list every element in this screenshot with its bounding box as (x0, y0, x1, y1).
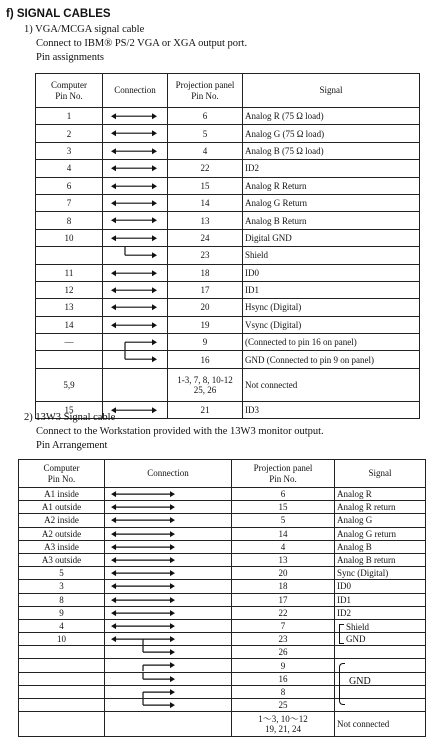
connection-cell (105, 712, 232, 736)
projection-pin-cell: 9 (232, 659, 335, 672)
projection-pin-cell: 14 (168, 194, 243, 211)
connection-cell (105, 540, 232, 553)
signal-cell: Analog B return (335, 553, 426, 566)
signal-cell: Analog G Return (243, 194, 420, 211)
connection-arrow-icon (105, 580, 231, 592)
signal-cell: Hsync (Digital) (243, 299, 420, 316)
computer-pin-cell (19, 672, 105, 685)
computer-pin-cell: 4 (19, 619, 105, 632)
computer-pin-cell: 10 (19, 633, 105, 646)
connection-arrow-icon (103, 143, 167, 159)
table-row (36, 299, 420, 316)
table-row (36, 334, 420, 351)
table-row (19, 488, 426, 501)
table-row (19, 712, 426, 736)
projection-pin-cell: 23 (168, 247, 243, 264)
signal-cell: ID2 (335, 606, 426, 619)
signal-cell: Analog B (335, 540, 426, 553)
signal-cell: Sync (Digital) (335, 567, 426, 580)
computer-pin-cell: 4 (36, 160, 103, 177)
signal-cell: GND (Connected to pin 9 on panel) (243, 351, 420, 368)
section-title: f) SIGNAL CABLES (6, 8, 111, 20)
connection-arrow-icon (103, 265, 167, 281)
projection-pin-cell: 17 (168, 281, 243, 298)
connection-cell (105, 553, 232, 566)
computer-pin-cell: 6 (36, 177, 103, 194)
computer-pin-cell: 15 (36, 401, 103, 418)
connection-cell (103, 247, 168, 264)
signal-cell: Analog R Return (243, 177, 420, 194)
connection-cell (103, 160, 168, 177)
signal-cell: Analog B Return (243, 212, 420, 229)
connection-cell (103, 125, 168, 142)
computer-pin-cell (19, 712, 105, 736)
signal-cell: ID3 (243, 401, 420, 418)
vga-pin-title: Pin assignments (36, 52, 104, 63)
connection-cell (105, 646, 232, 659)
connection-arrow-icon (105, 646, 231, 658)
connection-arrow-icon (103, 160, 167, 176)
computer-pin-cell: 12 (36, 281, 103, 298)
connection-arrow-icon (105, 620, 231, 632)
vga-header-signal: Signal (243, 74, 420, 108)
connection-arrow-icon (105, 488, 231, 500)
connection-cell (105, 501, 232, 514)
connection-arrow-icon (103, 334, 167, 350)
signal-cell: Analog R (75 Ω load) (243, 108, 420, 125)
table-row (19, 580, 426, 593)
signal-cell: Shield (243, 247, 420, 264)
projection-pin-cell: 6 (168, 108, 243, 125)
gnd-label: GND (349, 676, 371, 688)
signal-cell: Analog G (335, 514, 426, 527)
projection-pin-cell: 4 (168, 142, 243, 159)
computer-pin-cell (19, 699, 105, 712)
projection-pin-cell: 9 (168, 334, 243, 351)
table-row (19, 593, 426, 606)
connection-arrow-icon (103, 212, 167, 228)
projection-pin-cell: 13 (168, 212, 243, 229)
connection-arrow-icon (105, 673, 231, 685)
signal-cell: ID1 (243, 281, 420, 298)
projection-pin-cell: 13 (232, 553, 335, 566)
connection-arrow-icon (105, 528, 231, 540)
connection-cell (105, 685, 232, 698)
table-row (19, 646, 426, 659)
connection-cell (103, 194, 168, 211)
computer-pin-cell (36, 247, 103, 264)
connection-cell (103, 368, 168, 401)
vga-pin-table (35, 73, 420, 419)
projection-pin-cell: 8 (232, 685, 335, 698)
table-row (19, 685, 426, 698)
connection-arrow-icon (105, 541, 231, 553)
connection-arrow-icon (105, 659, 231, 671)
shield-label: Shield (346, 621, 370, 632)
connection-arrow-icon (105, 501, 231, 513)
connection-cell (103, 177, 168, 194)
signal-cell: Analog B (75 Ω load) (243, 142, 420, 159)
projection-pin-cell: 6 (232, 488, 335, 501)
connection-arrow-icon (103, 317, 167, 333)
computer-pin-cell: 2 (36, 125, 103, 142)
projection-pin-cell: 16 (168, 351, 243, 368)
computer-pin-cell: A3 outside (19, 553, 105, 566)
computer-pin-cell: A1 outside (19, 501, 105, 514)
computer-pin-cell: A2 inside (19, 514, 105, 527)
table-row (36, 316, 420, 333)
table-row (19, 527, 426, 540)
connection-cell (105, 580, 232, 593)
computer-pin-cell: 8 (19, 593, 105, 606)
signal-cell (335, 619, 426, 644)
w13-pin-title: Pin Arrangement (36, 440, 108, 451)
signal-cell: Digital GND (243, 229, 420, 246)
computer-pin-cell: 5 (19, 567, 105, 580)
projection-pin-cell: 21 (168, 401, 243, 418)
connection-arrow-icon (103, 247, 167, 263)
connection-cell (103, 334, 168, 351)
signal-cell: ID2 (243, 160, 420, 177)
vga-header-computer: Computer Pin No. (36, 74, 103, 108)
connection-arrow-icon (105, 633, 231, 645)
signal-cell: ID1 (335, 593, 426, 606)
signal-cell: (Connected to pin 16 on panel) (243, 334, 420, 351)
connection-arrow-icon (105, 514, 231, 526)
table-row (36, 264, 420, 281)
table-row (19, 606, 426, 619)
computer-pin-cell: 1 (36, 108, 103, 125)
connection-cell (105, 672, 232, 685)
signal-cell: ID0 (335, 580, 426, 593)
w13-connect-text: Connect to the Workstation provided with the 13W3 monitor output. (36, 426, 324, 437)
projection-pin-cell: 7 (232, 619, 335, 632)
vga-header-connection: Connection (103, 74, 168, 108)
computer-pin-cell: 11 (36, 264, 103, 281)
computer-pin-cell (36, 351, 103, 368)
connection-arrow-icon (103, 125, 167, 141)
connection-cell (103, 316, 168, 333)
connection-arrow-icon (105, 594, 231, 606)
signal-cell (335, 646, 426, 659)
connection-cell (105, 659, 232, 672)
projection-pin-cell: 1-3, 7, 8, 10-12 25, 26 (168, 368, 243, 401)
table-row (19, 659, 426, 672)
connection-arrow-icon (103, 195, 167, 211)
computer-pin-cell (19, 646, 105, 659)
connection-cell (103, 229, 168, 246)
projection-pin-cell: 18 (232, 580, 335, 593)
signal-cell: Analog R return (335, 501, 426, 514)
table-row (36, 194, 420, 211)
table-row (19, 633, 426, 646)
connection-arrow-icon (105, 607, 231, 619)
connection-cell (105, 619, 232, 632)
projection-pin-cell: 14 (232, 527, 335, 540)
connection-arrow-icon (105, 554, 231, 566)
table-row (36, 281, 420, 298)
computer-pin-cell (19, 659, 105, 672)
table-row (19, 619, 426, 632)
table-row (36, 125, 420, 142)
table-row (36, 351, 420, 368)
connection-arrow-icon (105, 567, 231, 579)
projection-pin-cell: 15 (168, 177, 243, 194)
computer-pin-cell: A2 outside (19, 527, 105, 540)
connection-arrow-icon (103, 351, 167, 367)
computer-pin-cell: 3 (36, 142, 103, 159)
connection-arrow-icon (105, 686, 231, 698)
signal-cell (335, 685, 426, 698)
computer-pin-cell: 7 (36, 194, 103, 211)
connection-cell (105, 633, 232, 646)
connection-arrow-icon (103, 108, 167, 124)
computer-pin-cell: 9 (19, 606, 105, 619)
w13-heading: 2) 13W3 Signal cable (24, 412, 116, 423)
computer-pin-cell: 5,9 (36, 368, 103, 401)
projection-pin-cell: 25 (232, 699, 335, 712)
table-row (36, 368, 420, 401)
connection-cell (105, 606, 232, 619)
table-row (19, 567, 426, 580)
projection-pin-cell: 4 (232, 540, 335, 553)
projection-pin-cell: 15 (232, 501, 335, 514)
table-row (36, 160, 420, 177)
connection-cell (103, 142, 168, 159)
projection-pin-cell: 5 (232, 514, 335, 527)
w13-header-signal: Signal (335, 460, 426, 488)
vga-heading: 1) VGA/MCGA signal cable (24, 24, 145, 35)
table-row (19, 699, 426, 712)
computer-pin-cell: 3 (19, 580, 105, 593)
connection-arrow-icon (103, 282, 167, 298)
shield-gnd-label: GND (346, 633, 366, 644)
projection-pin-cell: 19 (168, 316, 243, 333)
computer-pin-cell: 13 (36, 299, 103, 316)
connection-cell (103, 299, 168, 316)
table-row (19, 540, 426, 553)
signal-cell: Analog G (75 Ω load) (243, 125, 420, 142)
projection-pin-cell: 16 (232, 672, 335, 685)
projection-pin-cell: 22 (232, 606, 335, 619)
signal-cell (335, 659, 426, 688)
computer-pin-cell: 8 (36, 212, 103, 229)
table-row (19, 553, 426, 566)
projection-pin-cell: 20 (168, 299, 243, 316)
projection-pin-cell: 18 (168, 264, 243, 281)
connection-cell (103, 108, 168, 125)
connection-arrow-icon (103, 178, 167, 194)
signal-cell: Not connected (335, 712, 426, 736)
connection-cell (105, 593, 232, 606)
computer-pin-cell: — (36, 334, 103, 351)
signal-cell: ID0 (243, 264, 420, 281)
projection-pin-cell: 26 (232, 646, 335, 659)
projection-pin-cell: 5 (168, 125, 243, 142)
signal-cell: Vsync (Digital) (243, 316, 420, 333)
table-row (19, 501, 426, 514)
table-row (36, 142, 420, 159)
w13-pin-table (18, 459, 426, 737)
projection-pin-cell: 22 (168, 160, 243, 177)
projection-pin-cell: 20 (232, 567, 335, 580)
connection-arrow-icon (105, 699, 231, 711)
connection-cell (105, 488, 232, 501)
table-row (36, 212, 420, 229)
computer-pin-cell: A1 inside (19, 488, 105, 501)
vga-header-projection: Projection panel Pin No. (168, 74, 243, 108)
table-row (36, 108, 420, 125)
computer-pin-cell: 10 (36, 229, 103, 246)
connection-cell (103, 351, 168, 368)
connection-cell (105, 514, 232, 527)
connection-arrow-icon (103, 230, 167, 246)
signal-cell: Analog G return (335, 527, 426, 540)
projection-pin-cell: 23 (232, 633, 335, 646)
signal-cell (335, 672, 426, 688)
table-row (36, 177, 420, 194)
w13-header-connection: Connection (105, 460, 232, 488)
signal-cell: Not connected (243, 368, 420, 401)
computer-pin-cell: 14 (36, 316, 103, 333)
table-row (36, 229, 420, 246)
projection-pin-cell: 24 (168, 229, 243, 246)
projection-pin-cell: 17 (232, 593, 335, 606)
signal-cell (335, 699, 426, 712)
computer-pin-cell: A3 inside (19, 540, 105, 553)
connection-cell (103, 212, 168, 229)
connection-cell (105, 527, 232, 540)
w13-header-computer: Computer Pin No. (19, 460, 105, 488)
projection-pin-cell: 1～3, 10～12 19, 21, 24 (232, 712, 335, 736)
signal-cell: Analog R (335, 488, 426, 501)
connection-cell (103, 281, 168, 298)
connection-arrow-icon (103, 299, 167, 315)
connection-cell (105, 567, 232, 580)
connection-cell (105, 699, 232, 712)
signal-cell (335, 633, 426, 646)
table-row (36, 247, 420, 264)
table-row (19, 514, 426, 527)
vga-connect-text: Connect to IBM® PS/2 VGA or XGA output port. (36, 38, 248, 49)
w13-header-projection: Projection panel Pin No. (232, 460, 335, 488)
computer-pin-cell (19, 685, 105, 698)
connection-cell (103, 264, 168, 281)
table-row (19, 672, 426, 685)
